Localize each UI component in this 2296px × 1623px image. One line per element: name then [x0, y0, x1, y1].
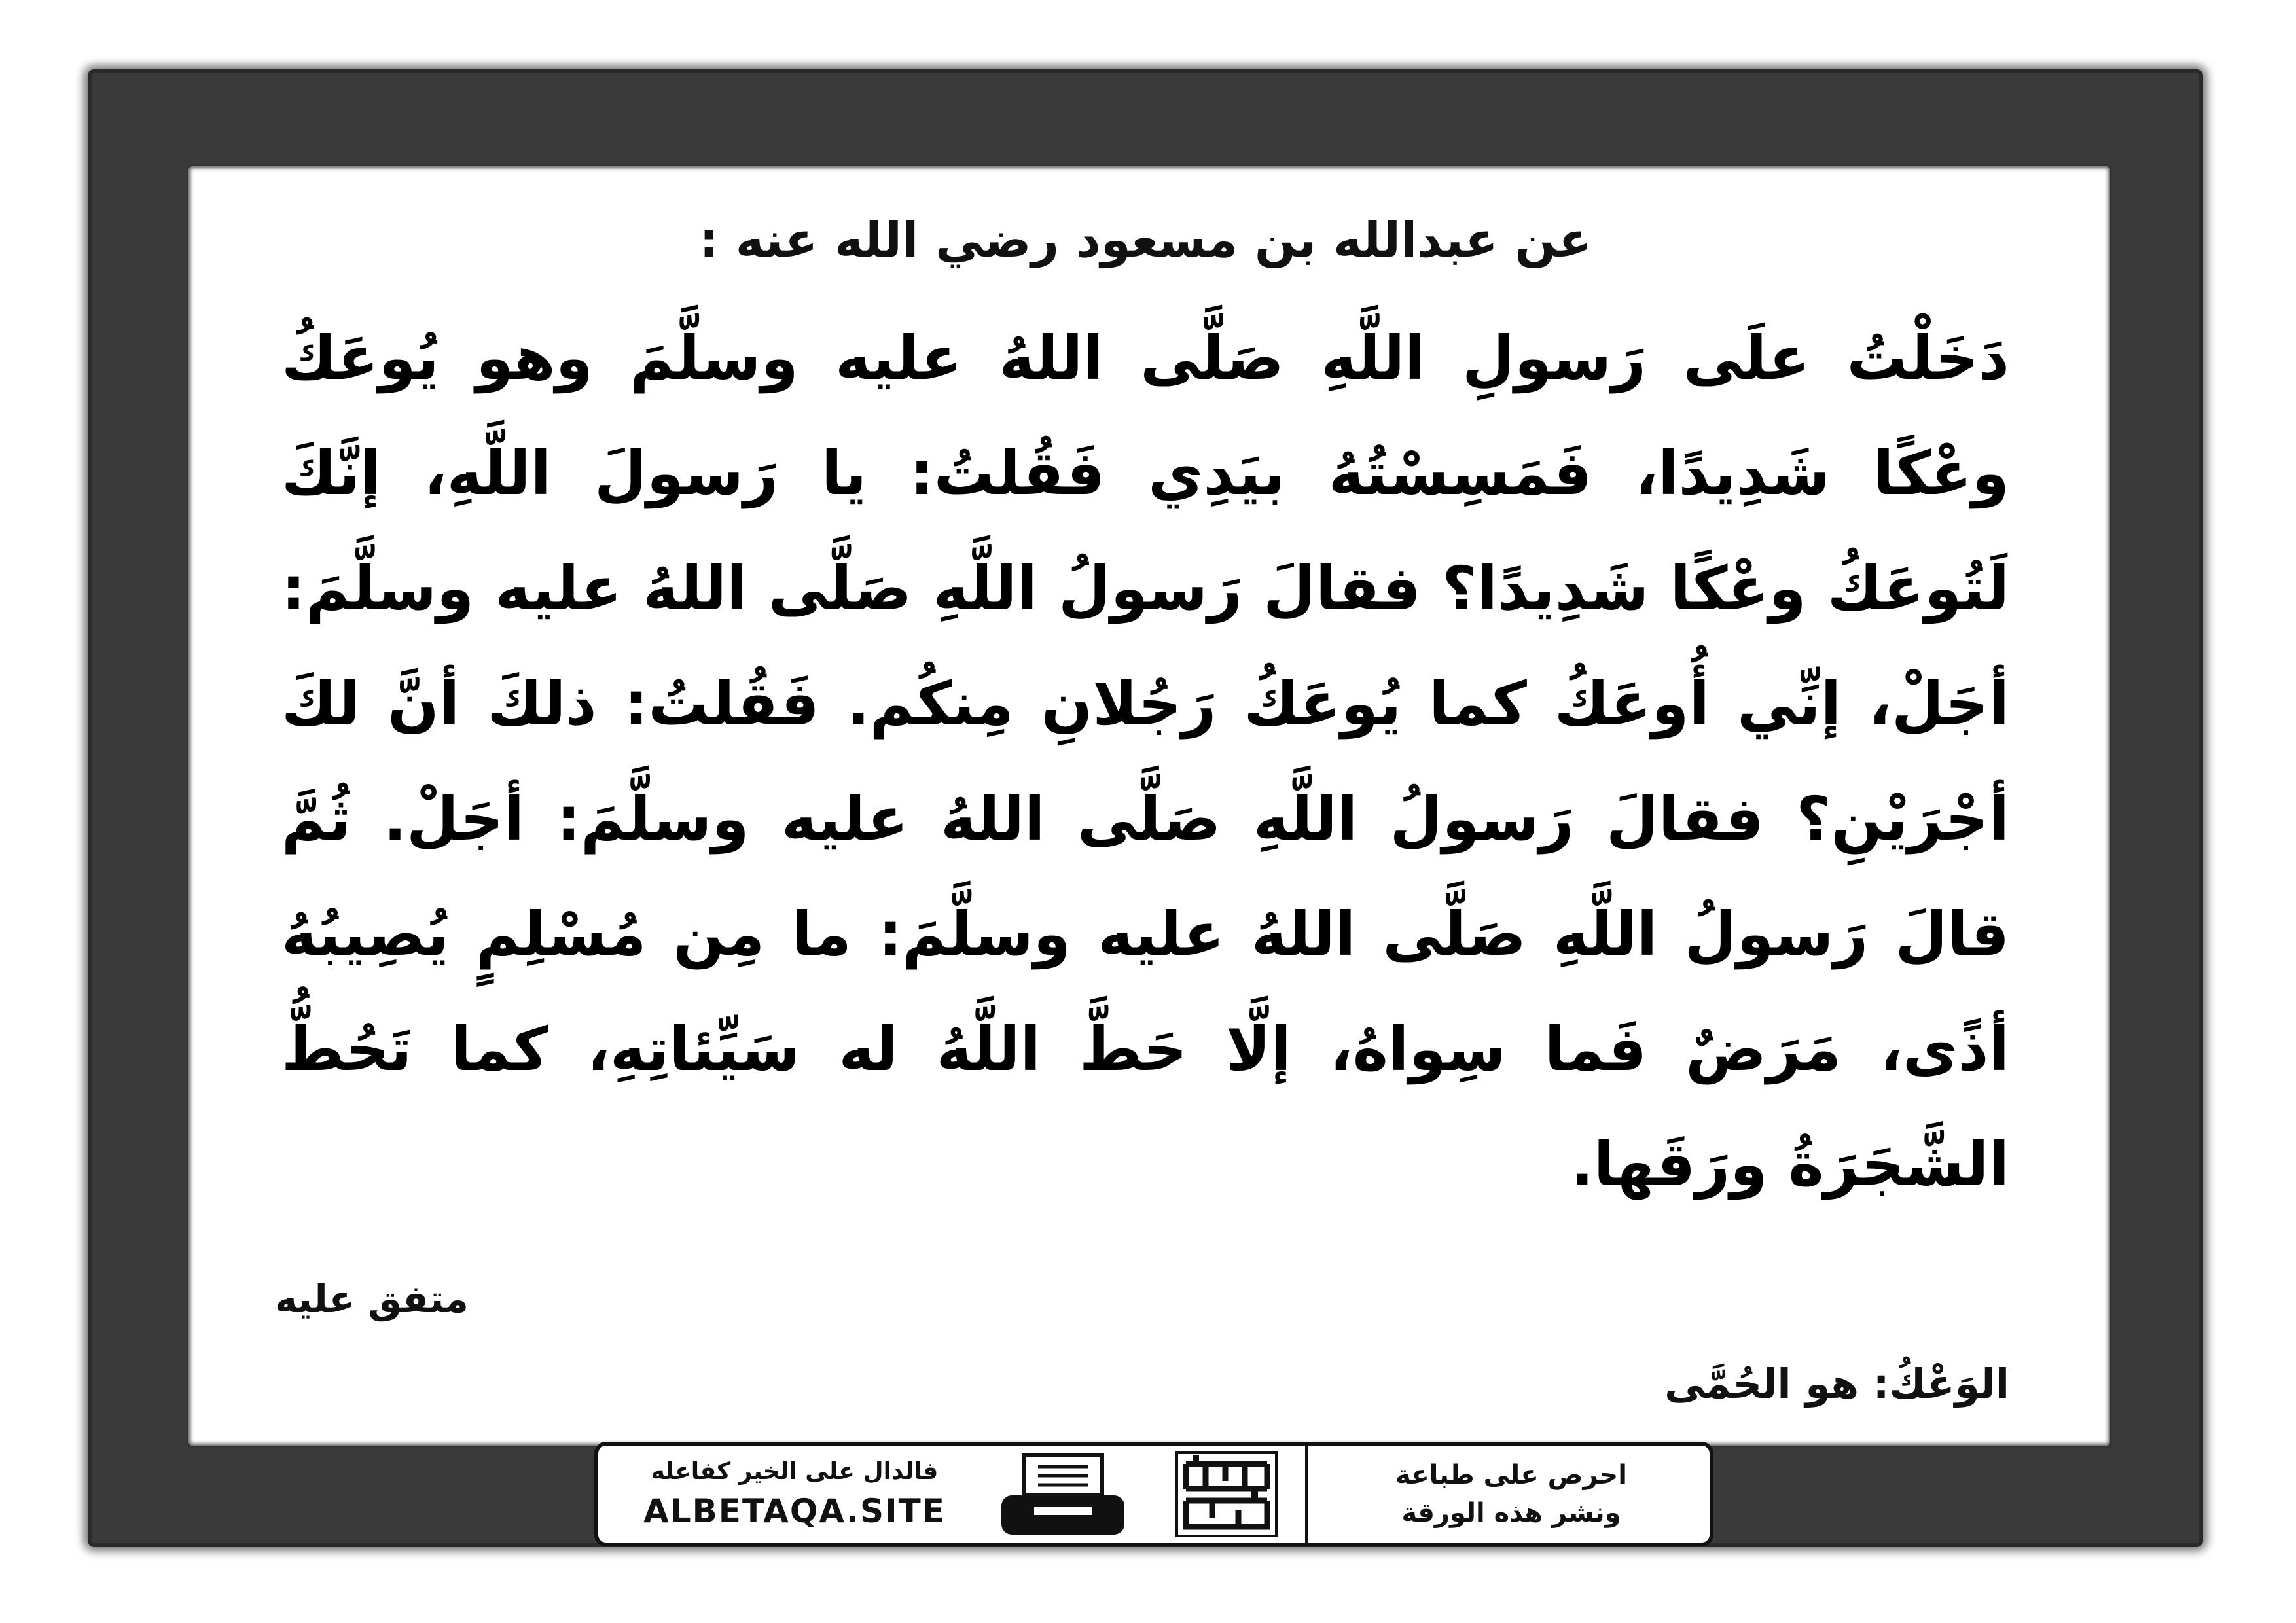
- logo-calligraphy-icon: [1174, 1450, 1279, 1539]
- appeal-block: [1318, 1446, 1704, 1543]
- promo-block: [598, 1446, 991, 1543]
- glossary-note: الوَعْكُ: هو الحُمَّى: [1664, 1360, 2009, 1408]
- site-link[interactable]: ALBETAQA.SITE: [643, 1492, 946, 1530]
- footer-banner: [594, 1442, 1713, 1546]
- source-attribution: متفق عليه: [275, 1277, 469, 1321]
- hadith-text: دَخَلْتُ علَى رَسولِ اللَّهِ صَلَّى اللهُ عليه وسلَّمَ وهو يُوعَكُ وعْكًا شَدِيدًا، فَمَسِسْتُهُ بيَدِي فَقُلتُ: يا رَسولَ اللَّهِ، إنَّكَ لَتُوعَكُ وعْكًا شَدِيدًا؟ فقالَ رَسولُ اللَّهِ صَلَّى اللهُ عليه وسلَّمَ: أجَلْ، إنِّي أُوعَكُ كما يُوعَكُ رَجُلانِ مِنكُم. فَقُلتُ: ذلكَ أنَّ لكَ أجْرَيْنِ؟ فقالَ رَسولُ اللَّهِ صَلَّى اللهُ عليه وسلَّمَ: أجَلْ. ثُمَّ قالَ رَسولُ اللَّهِ صَلَّى اللهُ عليه وسلَّمَ: ما مِن مُسْلِمٍ يُصِيبُهُ أذًى، مَرَضٌ فَما سِواهُ، إلَّا حَطَّ اللَّهُ له سَيِّئاتِهِ، كما تَحُطُّ الشَّجَرَةُ ورَقَها.: [281, 323, 2009, 1200]
- appeal-line-2: ونشر هذه الورقة: [1401, 1498, 1621, 1528]
- motto-text: فالدال على الخير كفاعله: [651, 1458, 939, 1485]
- footer-divider: [1305, 1446, 1308, 1543]
- printer-icon: [997, 1452, 1128, 1537]
- appeal-line-1: احرص على طباعة: [1395, 1460, 1627, 1490]
- narrator-heading: عن عبدالله بن مسعود رضي الله عنه :: [699, 212, 1592, 268]
